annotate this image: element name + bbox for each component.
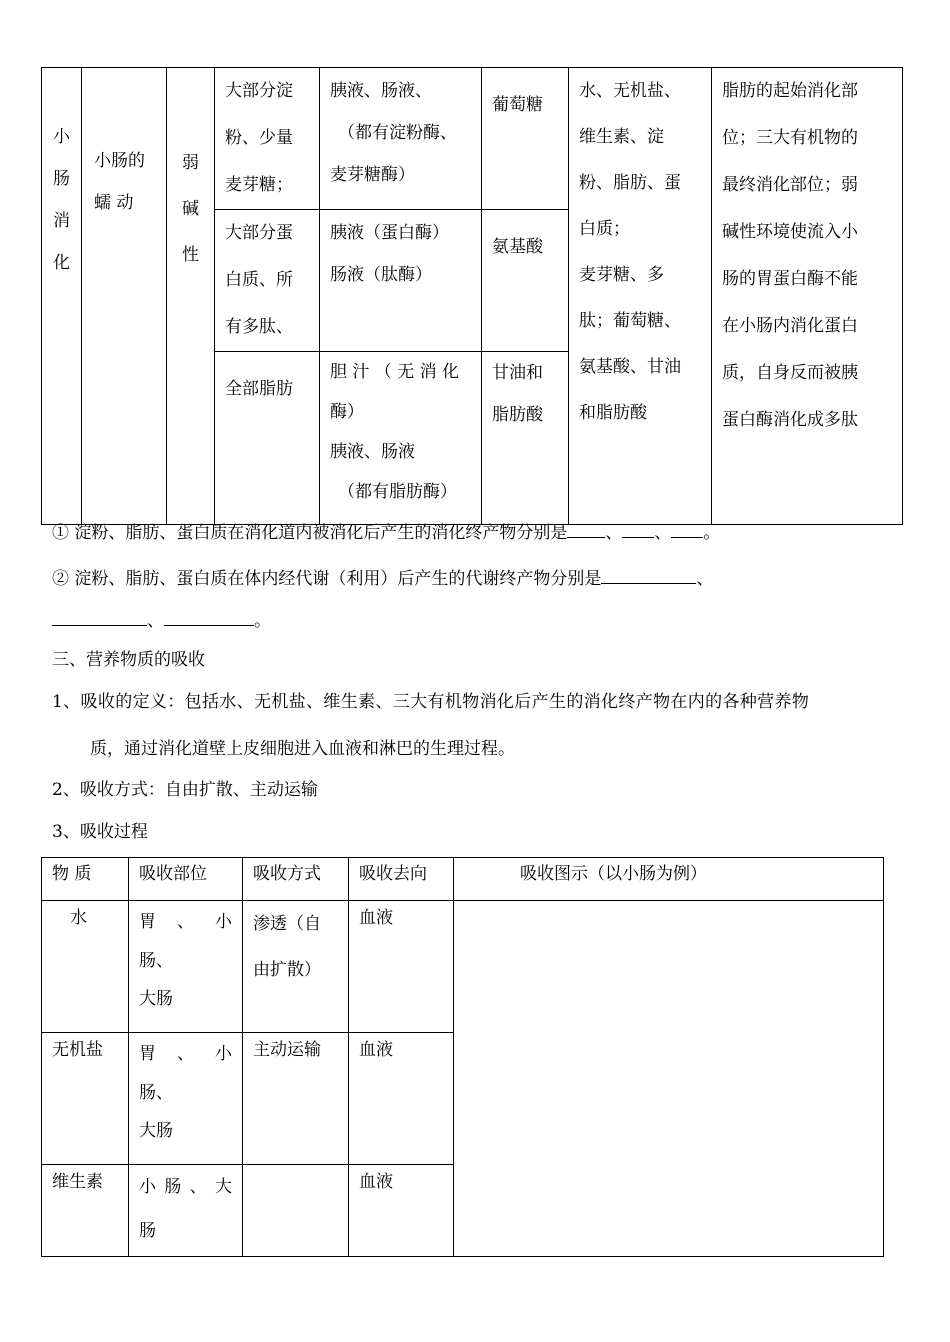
movement-cell: [82, 68, 167, 525]
product-cell: 氨基酸: [482, 210, 569, 352]
header-cell: 吸收部位: [129, 858, 243, 901]
answer-blank[interactable]: [567, 519, 605, 538]
answer-blank[interactable]: [52, 607, 147, 626]
substance-cell: 水: [42, 901, 129, 1033]
question-2: ② 淀粉、脂肪、蛋白质在体内经代谢（利用）后产生的代谢终产物分别是 、: [52, 565, 713, 591]
enzyme-cell: 胆 汁 （ 无 消 化 酶） 胰液、肠液 （都有脂肪酶）: [320, 352, 482, 525]
question-2-cont: 、 。: [52, 607, 271, 633]
site-cell: 小 肠 、 大 肠: [129, 1165, 243, 1257]
item-1-line-1: 1、吸收的定义：包括水、无机盐、维生素、三大有机物消化后产生的消化终产物在内的各种营养物: [52, 692, 810, 712]
answer-blank[interactable]: [622, 519, 654, 538]
product-cell: 葡萄糖: [482, 68, 569, 210]
dest-cell: 血液: [349, 1165, 454, 1257]
dest-cell: 血液: [349, 901, 454, 1033]
substance-cell: 维生素: [42, 1165, 129, 1257]
dest-cell: 血液: [349, 1033, 454, 1165]
row-label-cell: [42, 68, 82, 525]
substance-cell: 无机盐: [42, 1033, 129, 1165]
section-heading: 三、营养物质的吸收: [52, 650, 205, 670]
ph-cell: 弱 碱 性: [167, 68, 215, 525]
item-3: 3、吸收过程: [52, 822, 148, 842]
site-cell: 胃 、 小 肠、 大肠: [129, 901, 243, 1033]
header-cell: 物 质: [42, 858, 129, 901]
substrate-cell: 全部脂肪: [215, 352, 320, 525]
item-1-line-2: 质，通过消化道壁上皮细胞进入血液和淋巴的生理过程。: [90, 739, 515, 759]
item-2: 2、吸收方式：自由扩散、主动运输: [52, 780, 318, 800]
row-label: 小 肠 消 化: [53, 127, 70, 273]
answer-blank[interactable]: [164, 607, 254, 626]
header-cell: 吸收方式: [243, 858, 349, 901]
header-cell: 吸收去向: [349, 858, 454, 901]
question-1: ① 淀粉、脂肪、蛋白质在消化道内被消化后产生的消化终产物分别是 、 、 。: [52, 519, 720, 545]
enzyme-cell: 胰液（蛋白酶） 肠液（肽酶）: [320, 210, 482, 352]
notes-cell: 脂肪的起始消化部 位；三大有机物的 最终消化部位；弱 碱性环境使流入小 肠的胃蛋白酶不能 在小肠内消化蛋白 质，自身反而被胰 蛋白酶消化成多肽: [712, 68, 903, 525]
answer-blank[interactable]: [601, 565, 696, 584]
mode-cell: 渗透（自 由扩散）: [243, 901, 349, 1033]
answer-blank[interactable]: [671, 519, 703, 538]
product-cell: 甘油和 脂肪酸: [482, 352, 569, 525]
mode-cell: [243, 1165, 349, 1257]
header-cell: 吸收图示（以小肠为例）: [454, 858, 884, 901]
substrate-cell: 大部分蛋 白质、所 有多肽、: [215, 210, 320, 352]
absorbed-cell: 水、无机盐、 维生素、淀 粉、脂肪、蛋 白质； 麦芽糖、多 肽；葡萄糖、 氨基酸、甘油 和脂肪酸: [569, 68, 712, 525]
diagram-cell: [454, 901, 884, 1257]
digestion-table: [41, 67, 903, 525]
movement-line: 蠕 动: [94, 193, 134, 213]
movement-line: 小肠的: [94, 151, 145, 171]
mode-cell: 主动运输: [243, 1033, 349, 1165]
enzyme-cell: 胰液、肠液、 （都有淀粉酶、 麦芽糖酶）: [320, 68, 482, 210]
substrate-cell: 大部分淀 粉、少量 麦芽糖；: [215, 68, 320, 210]
absorption-table: [41, 857, 884, 1257]
site-cell: 胃 、 小 肠、 大肠: [129, 1033, 243, 1165]
